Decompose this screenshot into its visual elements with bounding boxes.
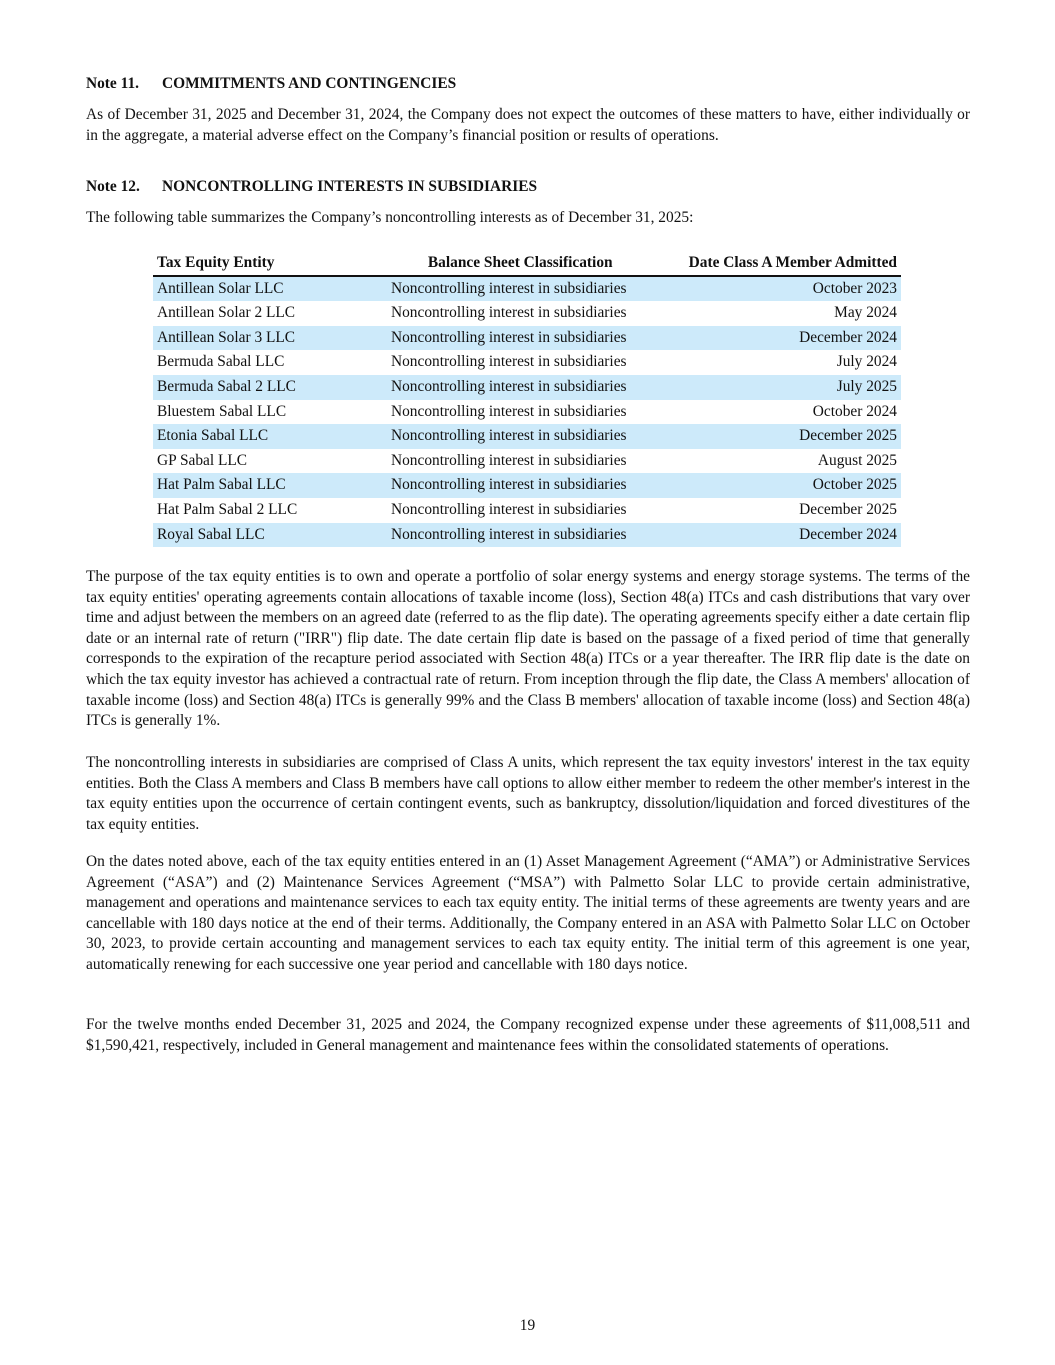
note-12-paragraph-flip-date: The purpose of the tax equity entities is to own and operate a portfolio of solar energy systems and energy storage systems. The terms of the tax equity entities' operating agreements contain allocations of taxable income (loss), Section 48(a) ITCs and cash distributions that vary over time and adjust between the members on an agreed date (referred to as the flip date). The operating agreements specify either a date certain flip date or an internal rate of return ("IRR") flip date. The date certain flip date is based on the passage of a fixed period of time that generally corresponds to the expiration of the recapture period associated with Section 48(a) ITCs or a year thereafter. The IRR flip date is the date on which the tax equity investor has achieved a contractual rate of return. From inception through the flip date, the Class A members' allocation of taxable income (loss) and Section 48(a) ITCs is generally 99% and the Class B members' allocation of taxable income (loss) and Section 48(a) ITCs is generally 1%. bbox=[86, 568, 970, 730]
noncontrolling-interests-table bbox=[153, 252, 901, 547]
entity-cell: Bermuda Sabal LLC bbox=[157, 353, 285, 371]
classification-cell: Noncontrolling interest in subsidiaries bbox=[381, 326, 660, 351]
date-admitted-cell: July 2025 bbox=[660, 375, 901, 400]
date-admitted-cell: December 2024 bbox=[660, 326, 901, 351]
classification-cell: Noncontrolling interest in subsidiaries bbox=[381, 375, 660, 400]
date-admitted-cell: August 2025 bbox=[817, 451, 897, 469]
entity-cell: Bermuda Sabal 2 LLC bbox=[153, 375, 381, 400]
table-row bbox=[153, 498, 901, 523]
entity-cell: Hat Palm Sabal LLC bbox=[153, 473, 381, 498]
entity-cell: GP Sabal LLC bbox=[157, 451, 248, 469]
note-11-title: COMMITMENTS AND CONTINGENCIES bbox=[162, 75, 457, 92]
note-11-paragraph: As of December 31, 2025 and December 31, 2024, the Company does not expect the outcomes of these matters to have, either individually or in the aggregate, a material adverse effect on the Company’s financial position or results of operations. bbox=[86, 106, 970, 144]
entity-cell: Antillean Solar 3 LLC bbox=[153, 326, 381, 351]
table-row bbox=[153, 523, 901, 548]
table-row bbox=[153, 375, 901, 400]
classification-cell: Noncontrolling interest in subsidiaries bbox=[391, 353, 627, 371]
note-12-title: NONCONTROLLING INTERESTS IN SUBSIDIARIES bbox=[162, 178, 538, 195]
date-admitted-cell: July 2024 bbox=[836, 353, 897, 371]
entity-cell: Bluestem Sabal LLC bbox=[157, 402, 287, 420]
date-admitted-cell: October 2024 bbox=[812, 402, 897, 420]
classification-cell: Noncontrolling interest in subsidiaries bbox=[391, 304, 627, 322]
table-header-row bbox=[153, 252, 901, 276]
note-12-paragraph-class-units: The noncontrolling interests in subsidiaries are comprised of Class A units, which represent the tax equity investors' interest in the tax equity entities. Both the Class A members and Class B members have call options to allow either member to redeem the other member's interest in the tax equity entities upon the occurrence of certain contingent events, such as bankruptcy, dissolution/liquidation and forced divestitures of the tax equity entities. bbox=[86, 754, 970, 833]
table-body bbox=[153, 276, 901, 548]
classification-cell: Noncontrolling interest in subsidiaries bbox=[381, 276, 660, 302]
table-row bbox=[153, 276, 901, 302]
note-12-intro: The following table summarizes the Company’s noncontrolling interests as of December 31, 2025: bbox=[86, 209, 694, 226]
note-11-number: Note 11. bbox=[86, 75, 140, 92]
page-number: 19 bbox=[519, 1317, 536, 1334]
entity-cell: Etonia Sabal LLC bbox=[153, 424, 381, 449]
classification-cell: Noncontrolling interest in subsidiaries bbox=[391, 500, 627, 518]
date-admitted-cell: May 2024 bbox=[834, 304, 897, 322]
entity-cell: Antillean Solar 2 LLC bbox=[157, 304, 296, 322]
date-admitted-cell: December 2024 bbox=[660, 523, 901, 548]
column-header-date-admitted: Date Class A Member Admitted bbox=[660, 252, 901, 276]
note-12-paragraph-expense: For the twelve months ended December 31, 2025 and 2024, the Company recognized expense under these agreements of $11,008,511 and $1,590,421, respectively, included in General management and maintenance fees within the consolidated statements of operations. bbox=[86, 1016, 970, 1054]
entity-cell: Hat Palm Sabal 2 LLC bbox=[157, 500, 298, 518]
classification-cell: Noncontrolling interest in subsidiaries bbox=[381, 424, 660, 449]
date-admitted-cell: December 2025 bbox=[799, 500, 897, 518]
date-admitted-cell: December 2025 bbox=[660, 424, 901, 449]
note-12-number: Note 12. bbox=[86, 178, 140, 195]
table-row bbox=[153, 473, 901, 498]
note-11-heading bbox=[86, 74, 456, 95]
entity-cell: Royal Sabal LLC bbox=[153, 523, 381, 548]
table-row bbox=[153, 449, 901, 474]
table-row bbox=[153, 350, 901, 375]
classification-cell: Noncontrolling interest in subsidiaries bbox=[381, 473, 660, 498]
column-header-entity: Tax Equity Entity bbox=[153, 252, 381, 276]
table-row bbox=[153, 326, 901, 351]
table-row bbox=[153, 400, 901, 425]
classification-cell: Noncontrolling interest in subsidiaries bbox=[391, 402, 627, 420]
table-row bbox=[153, 301, 901, 326]
note-12-heading bbox=[86, 177, 537, 198]
classification-cell: Noncontrolling interest in subsidiaries bbox=[391, 451, 627, 469]
note-12-paragraph-agreements: On the dates noted above, each of the tax equity entities entered in an (1) Asset Management Agreement (“AMA”) or Administrative Services Agreement (“ASA”) and (2) Maintenance Services Agreement (“MSA”) with Palmetto Solar LLC to provide certain administrative, management and operations and maintenance services to each tax equity entity. The initial terms of these agreements are twenty years and are cancellable with 180 days notice at the end of their terms. Additionally, the Company entered in an ASA with Palmetto Solar LLC on October 30, 2023, to provide certain accounting and management services to each tax equity entity. The initial term of this agreement is one year, automatically renewing for each successive one year period and cancellable with 180 days notice. bbox=[86, 853, 970, 973]
date-admitted-cell: October 2023 bbox=[660, 276, 901, 302]
classification-cell: Noncontrolling interest in subsidiaries bbox=[381, 523, 660, 548]
table-row bbox=[153, 424, 901, 449]
entity-cell: Antillean Solar LLC bbox=[153, 276, 381, 302]
date-admitted-cell: October 2025 bbox=[660, 473, 901, 498]
column-header-classification: Balance Sheet Classification bbox=[381, 252, 660, 276]
